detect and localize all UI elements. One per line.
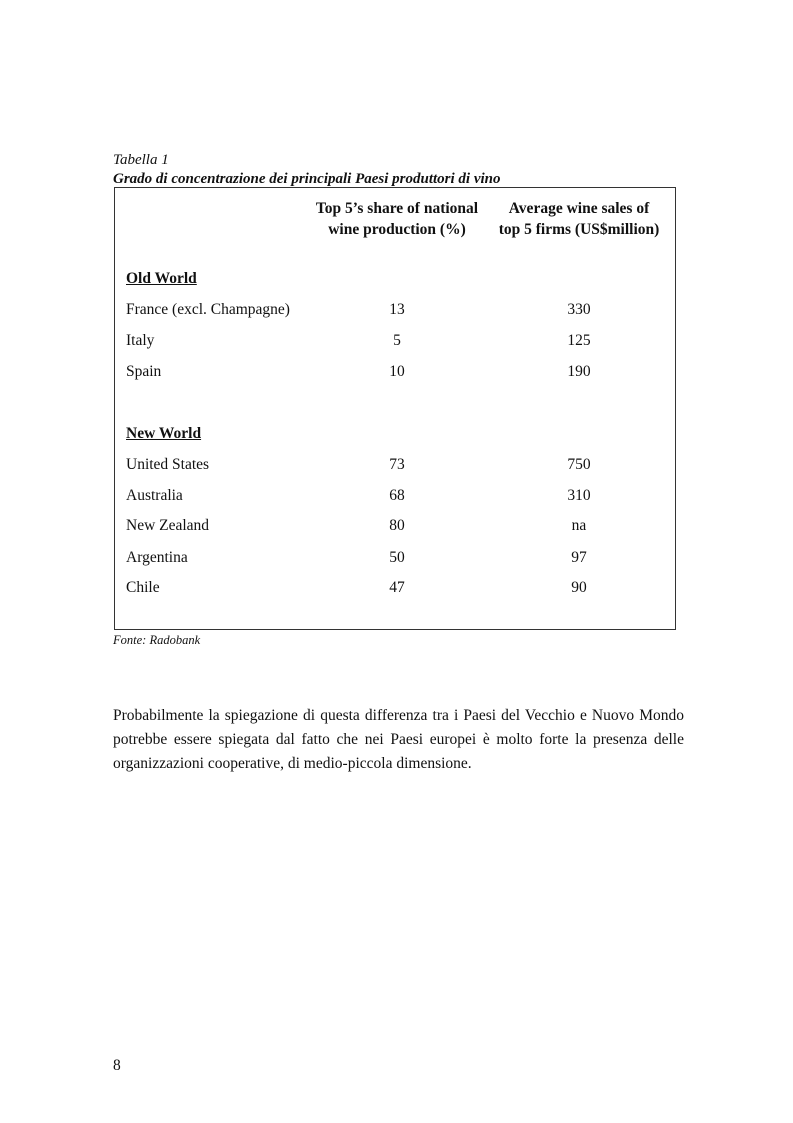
row-sales: 190 — [567, 363, 591, 380]
row-country: Italy — [126, 332, 155, 349]
row-share: 68 — [389, 487, 405, 504]
group-title-old-world: Old World — [126, 270, 197, 287]
row-sales: 750 — [567, 456, 591, 473]
row-share: 5 — [393, 332, 401, 349]
row-sales: na — [571, 517, 587, 534]
table-row — [115, 548, 675, 568]
row-share: 13 — [389, 301, 405, 318]
table-row — [115, 516, 675, 536]
row-country: New Zealand — [126, 517, 210, 534]
row-sales: 90 — [571, 579, 587, 596]
body-paragraph: Probabilmente la spiegazione di questa differenza tra i Paesi del Vecchio e Nuovo Mondo potrebbe essere spiegata dal fatto che nei Paesi europei è molto forte la presenza delle organizzazioni cooperative, di medio-piccola dimensione. — [113, 707, 684, 772]
page-number: 8 — [113, 1057, 121, 1074]
row-sales: 125 — [567, 332, 591, 349]
row-country: United States — [126, 456, 210, 473]
row-sales: 310 — [567, 487, 591, 504]
table-row — [115, 578, 675, 598]
row-sales: 97 — [571, 549, 587, 566]
table-row — [115, 331, 675, 351]
row-country: Australia — [126, 487, 183, 504]
table-caption-label: Tabella 1 — [113, 152, 169, 168]
table-row — [115, 362, 675, 382]
wine-concentration-table — [114, 187, 676, 630]
header-sales: Average wine sales of top 5 firms (US$million) — [498, 200, 660, 238]
row-share: 80 — [389, 517, 405, 534]
table-row — [115, 300, 675, 320]
row-share: 50 — [389, 549, 405, 566]
row-share: 73 — [389, 456, 405, 473]
table-source: Fonte: Radobank — [113, 633, 201, 647]
row-country: Argentina — [126, 549, 188, 566]
row-country: Chile — [126, 579, 160, 596]
group-title-new-world: New World — [126, 425, 202, 442]
row-share: 47 — [389, 579, 405, 596]
table-row — [115, 486, 675, 506]
row-sales: 330 — [567, 301, 591, 318]
header-share: Top 5’s share of national wine production (%) — [315, 200, 479, 238]
row-share: 10 — [389, 363, 405, 380]
table-caption-title: Grado di concentrazione dei principali Paesi produttori di vino — [113, 171, 501, 187]
table-row — [115, 455, 675, 475]
row-country: France (excl. Champagne) — [126, 301, 290, 318]
row-country: Spain — [126, 363, 162, 380]
